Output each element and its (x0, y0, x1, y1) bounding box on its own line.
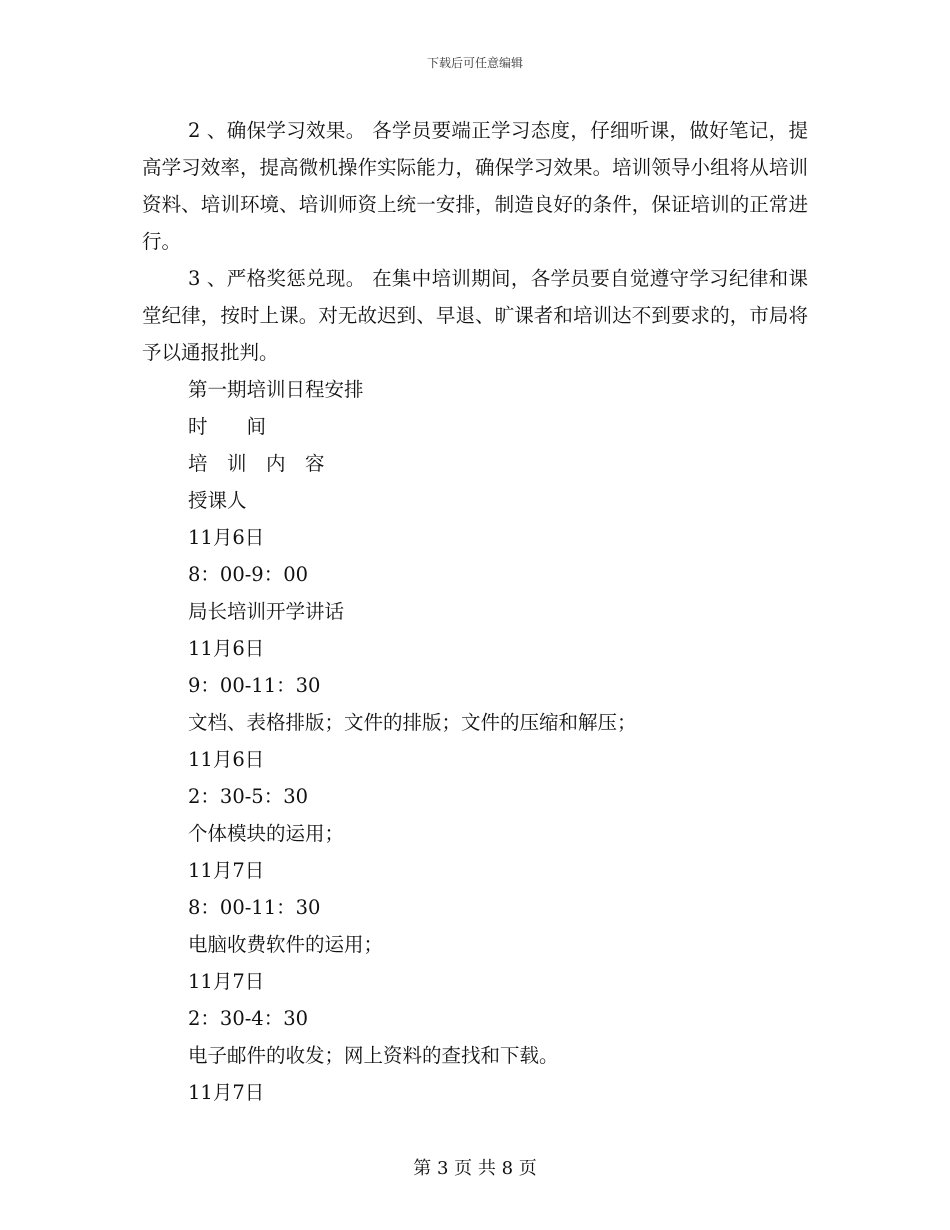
schedule-entry: 电脑收费软件的运用； (188, 933, 384, 956)
schedule-entry: 11月6日 (188, 637, 265, 660)
schedule-entry: 文档、表格排版；文件的排版；文件的压缩和解压； (188, 711, 637, 734)
schedule-entry: 8：00-9：00 (188, 563, 309, 586)
page-header: 下载后可任意编辑 (426, 56, 523, 70)
schedule-entry: 2：30-4：30 (188, 1007, 309, 1030)
schedule-entry: 电子邮件的收发；网上资料的查找和下载。 (188, 1044, 559, 1067)
schedule-entry: 11月6日 (188, 748, 265, 771)
document-body (142, 112, 808, 1111)
schedule-header-teacher: 授课人 (188, 489, 247, 512)
schedule-entry: 11月7日 (188, 859, 265, 882)
schedule-entry: 个体模块的运用； (188, 822, 345, 845)
schedule-header-content: 培 训 内 容 (188, 452, 325, 475)
page-footer: 第 3 页 共 8 页 (413, 1158, 537, 1179)
schedule-header-time: 时 间 (188, 415, 267, 438)
schedule-entry: 11月7日 (188, 970, 265, 993)
schedule-entry: 8：00-11：30 (188, 896, 321, 919)
paragraph-rewards-penalties: 3 、严格奖惩兑现。 在集中培训期间，各学员要自觉遵守学习纪律和课堂纪律，按时上课。对无故迟到、早退、旷课者和培训达不到要求的，市局将予以通报批判。 (142, 267, 808, 364)
schedule-entry: 11月7日 (188, 1081, 265, 1104)
paragraph-ensure-learning: 2 、确保学习效果。 各学员要端正学习态度，仔细听课，做好笔记，提高学习效率，提高微机操作实际能力，确保学习效果。培训领导小组将从培训资料、培训环境、培训师资上统一安排，制造良好的条件，保证培训的正常进行。 (142, 119, 808, 253)
schedule-entry: 9：00-11：30 (188, 674, 321, 697)
schedule-entry: 局长培训开学讲话 (188, 600, 345, 623)
schedule-entry: 11月6日 (188, 526, 265, 549)
schedule-entry: 2：30-5：30 (188, 785, 309, 808)
schedule-title: 第一期培训日程安排 (188, 378, 364, 401)
